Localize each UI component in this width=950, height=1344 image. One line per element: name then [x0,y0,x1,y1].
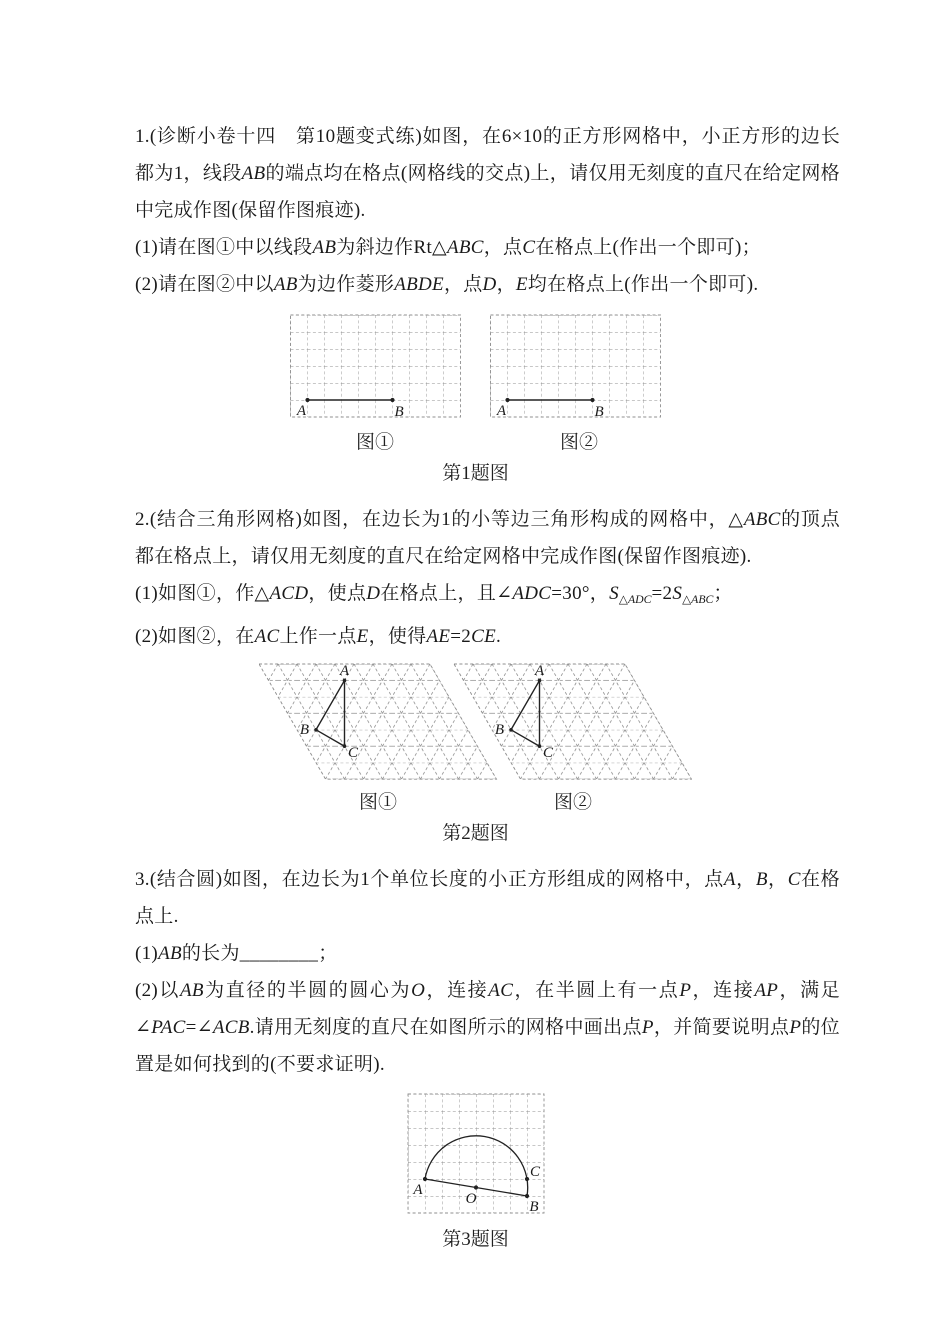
point-C-label: C [529,1163,540,1180]
point-A-label: A [412,1181,423,1198]
problem-1-item-1: (1)请在图①中以线段AB为斜边作Rt△ABC，点C在格点上(作出一个即可)； [135,237,761,258]
point-O-label: O [465,1190,476,1207]
point-C-dot [538,744,542,748]
figure-2 [123,661,828,849]
point-A-label: A [534,662,545,679]
point-B-label: B [394,404,404,420]
figure-1-grids [287,311,664,423]
problem-3-item-2: (2)以AB为直径的半圆的圆心为O，连接AC，在半圆上有一点P，连接AP，满足∠PAC=∠ACB.请用无刻度的直尺在如图所示的网格中画出点P，并简要说明点P的位置是如何找到的(不要求证明). [135,979,840,1075]
figure-3 [123,1091,828,1255]
problem-2-item-1: (1)如图①，作△ACD，使点D在格点上，且∠ADC=30°，S△ADC=2S△ABC； [135,583,733,606]
point-B-label: B [594,404,604,420]
figure-2-panel-1-label: 图① [358,791,398,813]
figure-2-panel-2-label: 图② [553,791,593,813]
figure-2-panel-1 [259,663,497,779]
square-grid [291,315,461,417]
problem-2 [135,501,840,849]
figure-1-caption: 第1题图 [442,463,509,484]
triangle-grid [454,664,692,779]
problem-3-text: 3.(结合圆)如图，在边长为1个单位长度的小正方形组成的网格中，点A，B，C在格点上. [135,868,840,927]
worksheet-page [135,118,840,1255]
point-A-dot [538,678,542,682]
point-C-label: C [543,744,554,761]
point-A-dot [305,398,309,402]
point-B-dot [524,1194,528,1198]
point-A-label: A [296,403,307,419]
point-B-dot [509,728,513,732]
point-B-label: B [299,721,309,738]
point-A-dot [505,398,509,402]
problem-2-text: 2.(结合三角形网格)如图，在边长为1的小等边三角形构成的网格中，△ABC的顶点都在格点上，请仅用无刻度的直尺在给定网格中完成作图(保留作图痕迹). [135,509,841,567]
point-B-label: B [528,1198,539,1215]
figure-1-panel-1-label: 图① [355,432,395,453]
problem-3-item-1: (1)AB的长为________； [135,942,338,964]
problem-1-text: 1.(诊断小卷十四 第10题变式练)如图，在6×10的正方形网格中，小正方形的边长都为1，线段AB的端点均在格点(网格线的交点)上，请仅用无刻度的直尺在给定网格中完成作图(保留作图痕迹). [135,126,840,221]
figure-1-panel-2-label: 图② [559,432,599,453]
problem-1-item-2: (2)请在图②中以AB为边作菱形ABDE，点D，E均在格点上(作出一个即可). [135,274,759,295]
point-A-label: A [496,403,507,419]
point-A-label: A [339,662,350,679]
point-C-dot [524,1177,528,1181]
point-A-dot [422,1177,426,1181]
triangle-grid [259,664,497,779]
point-B-label: B [494,721,504,738]
point-B-dot [314,728,318,732]
point-B-dot [590,398,594,402]
point-B-dot [390,398,394,402]
problem-3 [135,861,840,1255]
point-C-dot [343,744,347,748]
square-grid [491,315,661,417]
problem-1 [135,118,840,489]
figure-2-caption: 第2题图 [442,822,509,844]
figure-2-panel-labels [259,787,692,815]
figure-3-grid [401,1091,551,1221]
point-C-label: C [348,744,359,761]
point-A-dot [343,678,347,682]
figure-1-panel-labels [287,427,664,455]
figure-1-panel-2 [491,315,661,420]
figure-1-panel-1 [291,315,461,420]
point-O-dot [473,1185,477,1189]
figure-2-panel-2 [454,663,692,779]
figure-2-grids [259,661,692,783]
figure-3-caption: 第3题图 [442,1228,509,1250]
problem-2-item-2: (2)如图②，在AC上作一点E，使得AE=2CE. [135,625,502,647]
figure-1 [123,311,828,489]
